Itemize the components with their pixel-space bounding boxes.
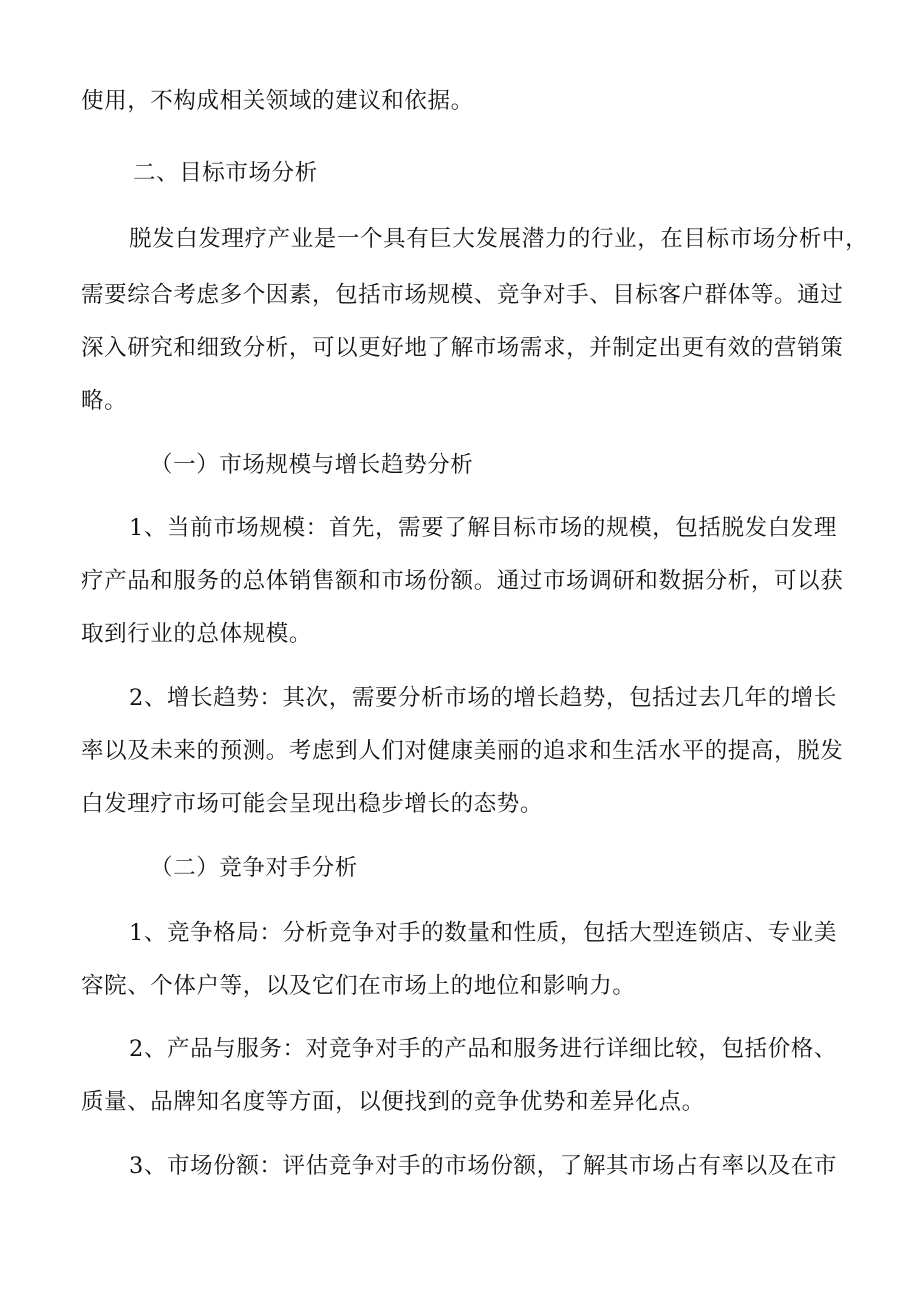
paragraph-line: 略。: [81, 388, 128, 414]
paragraph-line: 1、当前市场规模：首先，需要了解目标市场的规模，包括脱发白发理: [129, 515, 837, 541]
section-heading: 二、目标市场分析: [133, 160, 318, 186]
paragraph-line: 质量、品牌知名度等方面，以便找到的竞争优势和差异化点。: [81, 1089, 705, 1115]
paragraph-line: 1、竞争格局：分析竞争对手的数量和性质，包括大型连锁店、专业美: [129, 920, 837, 946]
paragraph-line: 2、产品与服务：对竞争对手的产品和服务进行详细比较，包括价格、: [129, 1036, 837, 1062]
paragraph-line: 深入研究和细致分析，可以更好地了解市场需求，并制定出更有效的营销策: [81, 335, 844, 361]
paragraph-line: 疗产品和服务的总体销售额和市场份额。通过市场调研和数据分析，可以获: [81, 568, 844, 594]
paragraph-line: 2、增长趋势：其次，需要分析市场的增长趋势，包括过去几年的增长: [129, 685, 837, 711]
paragraph-line: 需要综合考虑多个因素，包括市场规模、竞争对手、目标客户群体等。通过: [81, 282, 844, 308]
paragraph-line: 白发理疗市场可能会呈现出稳步增长的态势。: [81, 791, 544, 817]
subsection-heading: （一）市场规模与增长趋势分析: [150, 452, 474, 478]
subsection-heading: （二）竞争对手分析: [150, 855, 358, 881]
paragraph-line: 脱发白发理疗产业是一个具有巨大发展潜力的行业，在目标市场分析中，: [129, 226, 869, 252]
paragraph-line: 率以及未来的预测。考虑到人们对健康美丽的追求和生活水平的提高，脱发: [81, 738, 844, 764]
paragraph-line: 容院、个体户等，以及它们在市场上的地位和影响力。: [81, 973, 636, 999]
paragraph-line: 3、市场份额：评估竞争对手的市场份额，了解其市场占有率以及在市: [129, 1153, 837, 1179]
paragraph-line: 取到行业的总体规模。: [81, 621, 313, 647]
paragraph-line: 使用，不构成相关领域的建议和依据。: [81, 88, 474, 114]
